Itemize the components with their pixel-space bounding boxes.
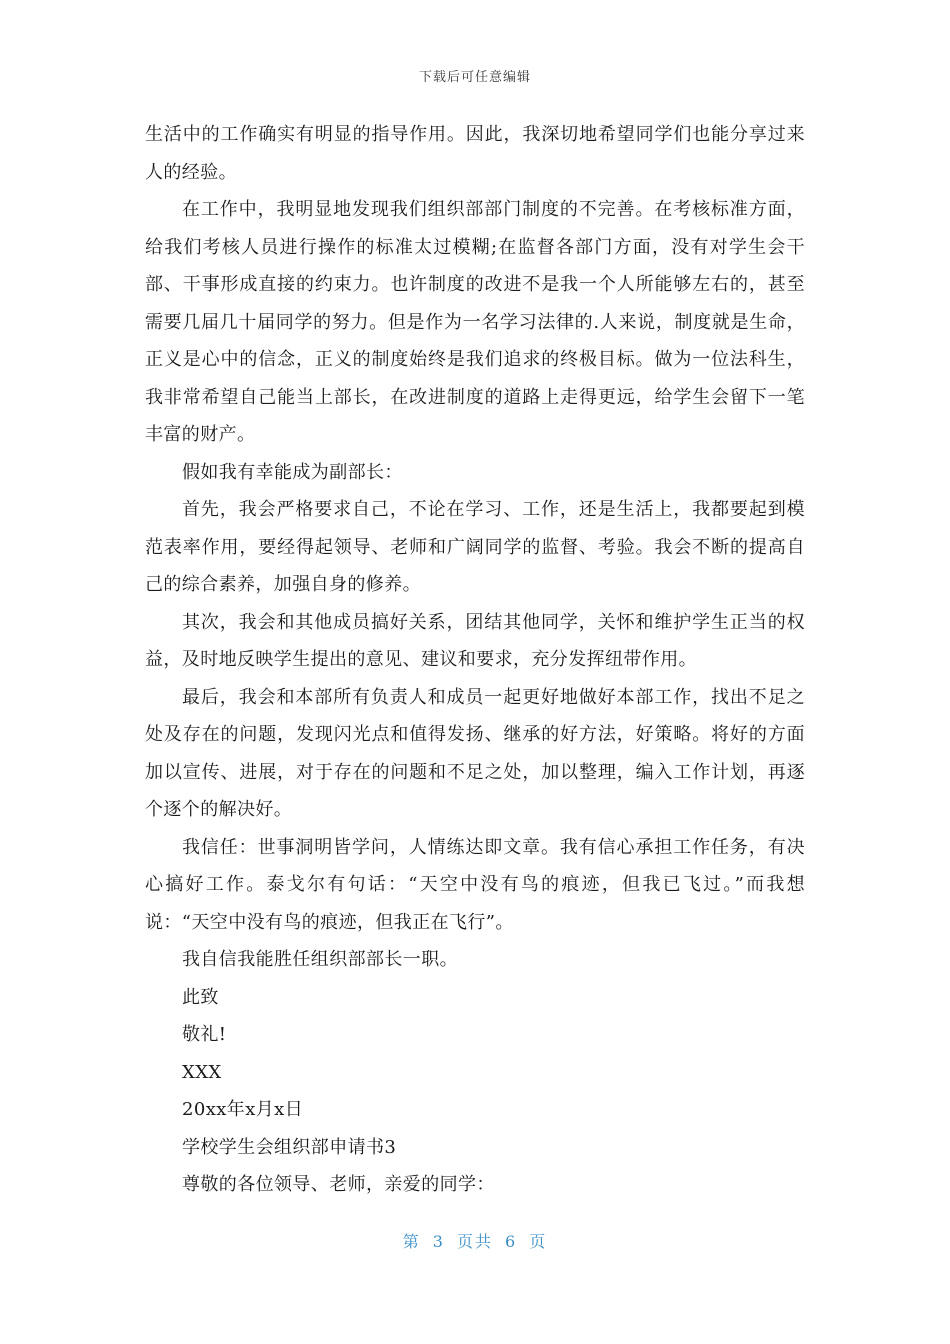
signature-name: XXX — [182, 1061, 222, 1083]
section-title: 学校学生会组织部申请书3 — [182, 1136, 397, 1158]
salutation-respect: 敬礼! — [182, 1024, 227, 1045]
current-page-number: 3 — [432, 1232, 445, 1251]
paragraph: 我自信我能胜任组织部部长一职。 — [182, 949, 458, 970]
page-label-suffix: 页 — [529, 1232, 548, 1251]
signature-date: 20xx年x月x日 — [182, 1099, 304, 1120]
page-footer — [0, 1229, 950, 1252]
paragraph: 在工作中，我明显地发现我们组织部部门制度的不完善。在考核标准方面，给我们考核人员进行操作的标准太过模糊;在监督各部门方面，没有对学生会干部、干事形成直接的约束力。也许制度的改进不是我一个人所能够左右的，甚至需要几届几十届同学的努力。但是作为一名学习法律的.人来说，制度就是生命，正义是心中的信念，正义的制度始终是我们追求的终极目标。做为一位法科生，我非常希望自己能当上部长，在改进制度的道路上走得更远，给学生会留下一笔丰富的财产。 — [145, 199, 805, 445]
paragraph: 其次，我会和其他成员搞好关系，团结其他同学，关怀和维护学生正当的权益，及时地反映学生提出的意见、建议和要求，充分发挥纽带作用。 — [145, 611, 805, 670]
paragraph: 首先，我会严格要求自己，不论在学习、工作，还是生活上，我都要起到模范表率作用，要经得起领导、老师和广阔同学的监督、考验。我会不断的提高自己的综合素养，加强自身的修养。 — [145, 499, 805, 595]
salutation-closing: 此致 — [182, 986, 219, 1008]
total-pages-number: 6 — [505, 1232, 518, 1251]
paragraph: 假如我有幸能成为副部长： — [182, 461, 403, 483]
page-label-mid: 页共 — [456, 1232, 493, 1251]
page-label-prefix: 第 — [402, 1232, 421, 1251]
paragraph: 我信任：世事洞明皆学问，人情练达即文章。我有信心承担工作任务，有决心搞好工作。泰戈尔有句话：“天空中没有鸟的痕迹，但我已飞过。”而我想说：“天空中没有鸟的痕迹，但我正在飞行”。 — [145, 836, 805, 933]
greeting: 尊敬的各位领导、老师，亲爱的同学： — [182, 1174, 495, 1195]
paragraph: 生活中的工作确实有明显的指导作用。因此，我深切地希望同学们也能分享过来人的经验。 — [145, 124, 805, 183]
page-header: 下载后可任意编辑 — [418, 70, 531, 85]
document-body — [145, 116, 805, 1204]
paragraph: 最后，我会和本部所有负责人和成员一起更好地做好本部工作，找出不足之处及存在的问题，发现闪光点和值得发扬、继承的好方法，好策略。将好的方面加以宣传、进展，对于存在的问题和不足之处，加以整理，编入工作计划，再逐个逐个的解决好。 — [145, 686, 805, 820]
